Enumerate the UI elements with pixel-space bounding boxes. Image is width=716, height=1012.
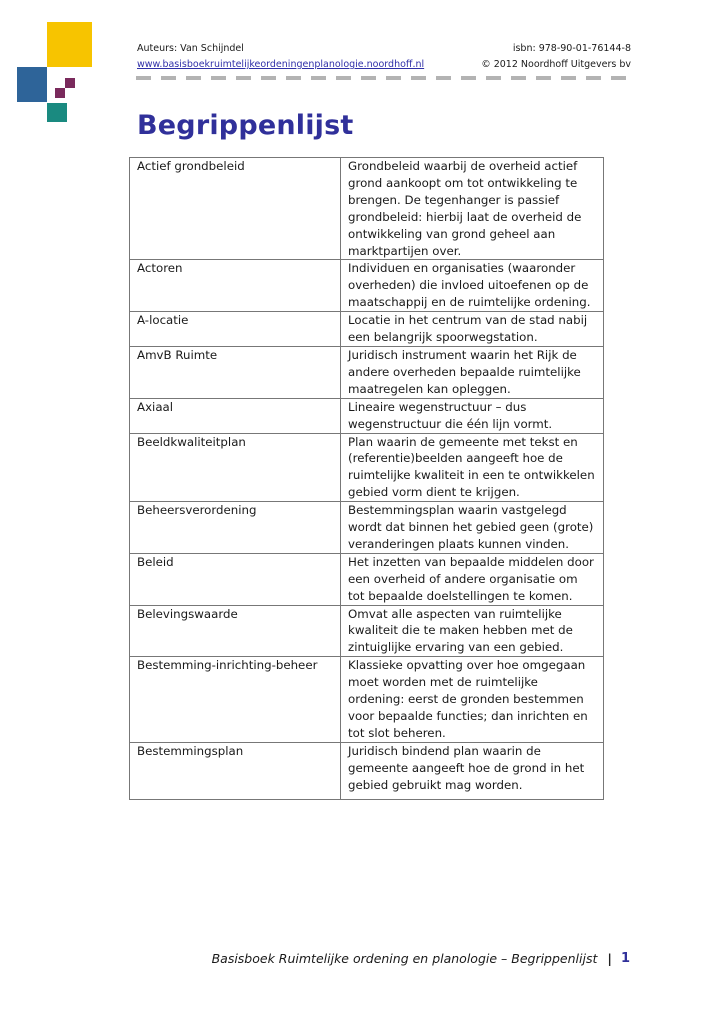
header-copyright: © 2012 Noordhoff Uitgevers bv bbox=[481, 59, 631, 70]
glossary-definition: Het inzetten van bepaalde middelen door een overheid of andere organisatie om tot bepaalde doelstellingen te komen. bbox=[341, 553, 604, 605]
glossary-row bbox=[130, 553, 604, 605]
glossary-definition: Locatie in het centrum van de stad nabij een belangrijk spoorwegstation. bbox=[341, 312, 604, 347]
glossary-definition: Bestemmingsplan waarin vastgelegd wordt dat binnen het gebied geen (grote) veranderingen plaats kunnen vinden. bbox=[341, 502, 604, 554]
publisher-logo bbox=[0, 0, 110, 130]
glossary-definition: Klassieke opvatting over hoe omgegaan moet worden met de ruimtelijke ordening: eerst de gronden bestemmen voor bepaalde functies; dan inrichten en tot slot beheren. bbox=[341, 657, 604, 743]
glossary-row bbox=[130, 312, 604, 347]
glossary-definition: Individuen en organisaties (waaronder overheden) die invloed uitoefenen op de maatschappij en de ruimtelijke ordening. bbox=[341, 260, 604, 312]
page-title: Begrippenlijst bbox=[137, 110, 354, 141]
glossary-row bbox=[130, 398, 604, 433]
glossary-term: Beeldkwaliteitplan bbox=[130, 433, 341, 502]
glossary-term: Bestemmingsplan bbox=[130, 742, 341, 799]
logo-teal-square bbox=[47, 103, 67, 122]
glossary-definition: Grondbeleid waarbij de overheid actief grond aankoopt om tot ontwikkeling te brengen. De tegenhanger is passief grondbeleid: hierbij laat de overheid de ontwikkeling van grond geheel aan marktpartijen over. bbox=[341, 158, 604, 260]
glossary-row bbox=[130, 158, 604, 260]
glossary-definition: Omvat alle aspecten van ruimtelijke kwaliteit die te maken hebben met de zintuiglijke ervaring van een gebied. bbox=[341, 605, 604, 657]
glossary-definition: Lineaire wegenstructuur – dus wegenstructuur die één lijn vormt. bbox=[341, 398, 604, 433]
glossary-term: Bestemming-inrichting-beheer bbox=[130, 657, 341, 743]
header-authors: Auteurs: Van Schijndel bbox=[137, 43, 244, 54]
glossary-term: Beheersverordening bbox=[130, 502, 341, 554]
header-website-link[interactable]: www.basisboekruimtelijkeordeningenplanologie.noordhoff.nl bbox=[137, 59, 425, 70]
logo-purple-square-2 bbox=[55, 88, 65, 98]
glossary-row bbox=[130, 657, 604, 743]
glossary-definition: Juridisch instrument waarin het Rijk de andere overheden bepaalde ruimtelijke maatregelen kan opleggen. bbox=[341, 346, 604, 398]
logo-purple-square-1 bbox=[65, 78, 75, 88]
glossary-row bbox=[130, 260, 604, 312]
glossary-term: Beleid bbox=[130, 553, 341, 605]
footer-separator: | bbox=[607, 951, 612, 966]
glossary-row bbox=[130, 502, 604, 554]
glossary-term: Axiaal bbox=[130, 398, 341, 433]
logo-blue-square bbox=[17, 67, 47, 102]
page-header bbox=[137, 41, 631, 73]
glossary-definition: Juridisch bindend plan waarin de gemeente aangeeft hoe de grond in het gebied gebruikt mag worden. bbox=[341, 742, 604, 799]
footer-text: Basisboek Ruimtelijke ordening en planologie – Begrippenlijst bbox=[211, 951, 598, 966]
glossary-definition: Plan waarin de gemeente met tekst en (referentie)beelden aangeeft hoe de ruimtelijke kwaliteit in een te ontwikkelen gebied vorm dient te krijgen. bbox=[341, 433, 604, 502]
glossary-row bbox=[130, 742, 604, 799]
glossary-term: A-locatie bbox=[130, 312, 341, 347]
glossary-table bbox=[129, 157, 604, 800]
glossary-term: Belevingswaarde bbox=[130, 605, 341, 657]
page-footer bbox=[212, 951, 630, 966]
glossary-row bbox=[130, 605, 604, 657]
page-number: 1 bbox=[620, 951, 630, 966]
header-isbn: isbn: 978-90-01-76144-8 bbox=[512, 43, 631, 54]
glossary-row bbox=[130, 433, 604, 502]
glossary-term: AmvB Ruimte bbox=[130, 346, 341, 398]
glossary-row bbox=[130, 346, 604, 398]
glossary-term: Actoren bbox=[130, 260, 341, 312]
glossary-term: Actief grondbeleid bbox=[130, 158, 341, 260]
logo-yellow-square bbox=[47, 22, 92, 67]
header-dashed-divider bbox=[136, 75, 632, 81]
